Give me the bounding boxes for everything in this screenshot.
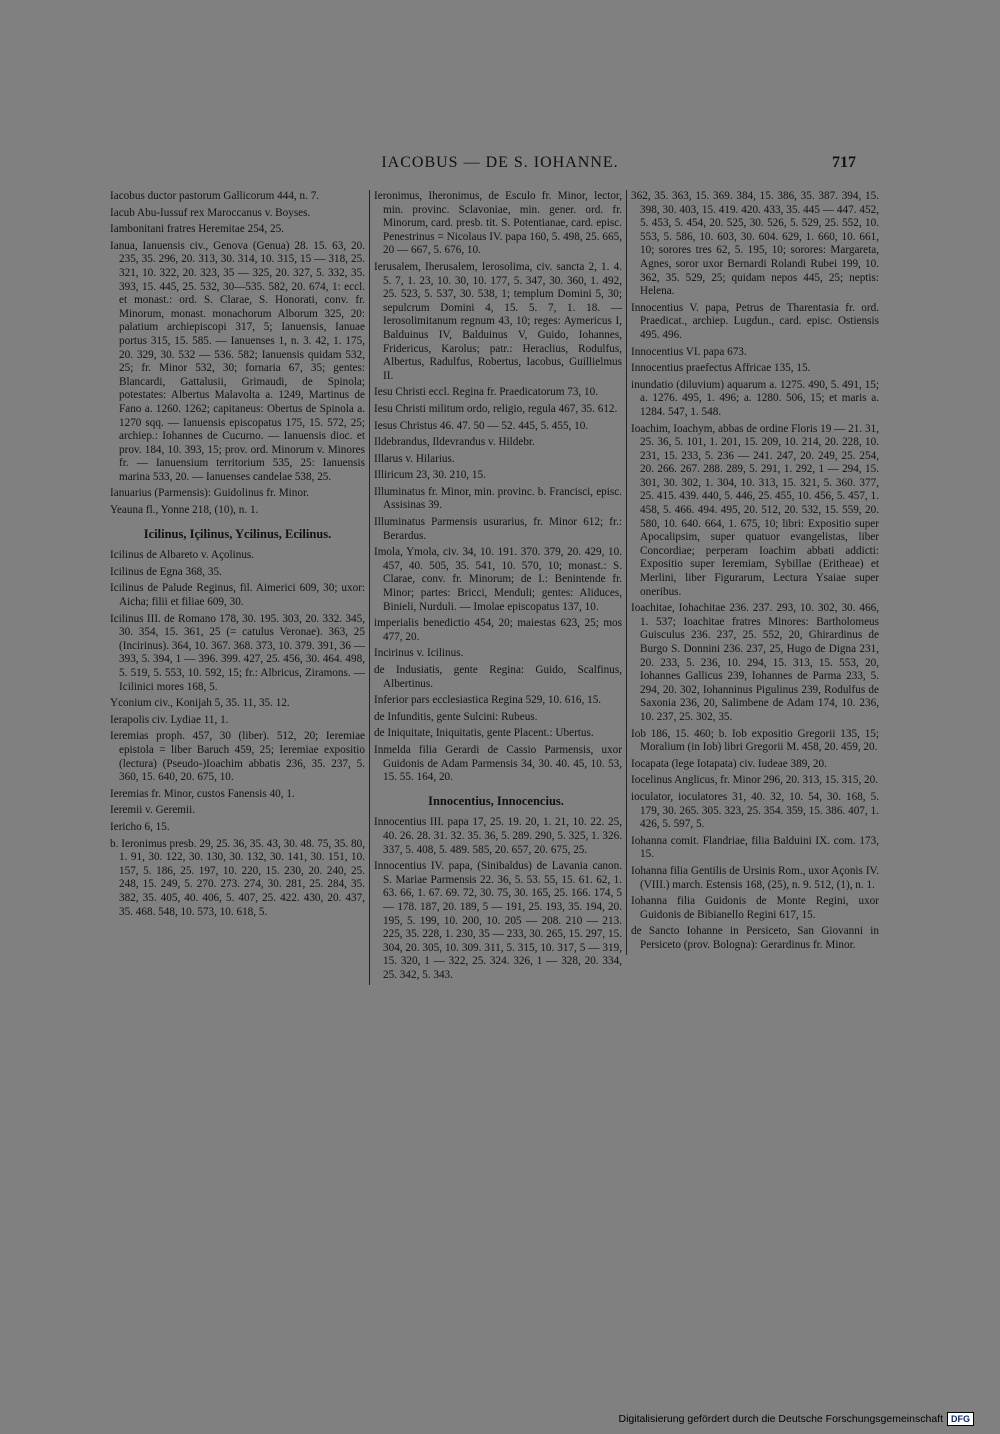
- index-entry: Ierapolis civ. Lydiae 11, 1.: [110, 713, 229, 726]
- index-entry: imperialis benedictio 454, 20; maiestas 623, 25; mos 477, 20.: [374, 617, 622, 643]
- index-entry: Innocentius VI. papa 673.: [631, 345, 747, 358]
- column-right: [626, 190, 879, 955]
- index-entry: Innocentius praefectus Affricae 135, 15.: [631, 362, 811, 375]
- index-entry: de Indusiatis, gente Regina: Guido, Scalfinus, Albertinus.: [374, 664, 622, 690]
- index-entry: Iacub Abu-Iussuf rex Maroccanus v. Boyses.: [110, 206, 311, 219]
- index-entry: Iesus Christus 46. 47. 50 — 52. 445, 5. 455, 10.: [374, 419, 589, 432]
- index-entry: Ieremii v. Geremii.: [110, 804, 196, 817]
- index-entry: Yconium civ., Konijah 5, 35. 11, 35. 12.: [110, 697, 290, 710]
- index-entry: Innocentius III. papa 17, 25. 19. 20, 1. 21, 10. 22. 25, 40. 26. 28. 31. 32. 35. 36, 5. 289. 290, 5. 325, 1. 326. 337, 5. 408, 5. 489. 585, 20. 657, 20. 675, 25.: [374, 816, 622, 856]
- section-heading-icilinus: Icilinus, Içilinus, Ycilinus, Ecilinus.: [143, 526, 332, 541]
- index-entry: Inmelda filia Gerardi de Cassio Parmensis, uxor Guidonis de Adam Parmensis 34, 30. 40. 45, 10. 53, 15. 55. 164, 20.: [374, 743, 622, 784]
- footer: [618, 1412, 974, 1426]
- index-entry: Icilinus de Palude Reginus, fil. Aimerici 609, 30; uxor: Aicha; filii et filiae 609, 30.: [110, 582, 365, 609]
- index-entry: Illuminatus fr. Minor, min. provinc. b. Francisci, episc. Assisinas 39.: [374, 485, 622, 512]
- index-entry: Innocentius IV. papa, (Sinibaldus) de Lavania canon. S. Mariae Parmensis 22. 36, 5. 53. 55, 15. 61. 62, 1. 63. 66, 1. 67. 69. 72, 30. 75, 30. 165, 25. 166. 174, 5 — 178. 187, 20. 189, 5 — 191, 25. 193, 35. 194, 20. 195, 5. 199, 10. 200, 10. 205 — 208. 210 — 213. 225, 35. 228, 1. 230, 35 — 233, 30. 265, 15. 297, 15. 304, 20. 305, 10. 309. 311, 5. 315, 10. 317, 5 — 319, 15. 320, 1 — 322, 25. 324. 326, 1 — 328, 20. 334, 25. 342, 5. 343.: [374, 860, 622, 981]
- index-entry: Illiricum 23, 30. 210, 15.: [374, 469, 486, 482]
- index-entry: Iob 186, 15. 460; b. Iob expositio Gregorii 135, 15; Moralium (in Iob) libri Gregorii M. 458, 20. 459, 20.: [631, 727, 879, 754]
- index-entry: Innocentius V. papa, Petrus de Tharentasia fr. ord. Praedicat., archiep. Lugdun., card. episc. Ostiensis 495. 496.: [631, 301, 879, 341]
- index-entry: Iacobus ductor pastorum Gallicorum 444, n. 7.: [110, 190, 320, 202]
- index-entry: Icilinus de Egna 368, 35.: [110, 565, 222, 578]
- index-entry: Ierusalem, Iherusalem, Ierosolima, civ. sancta 2, 1. 4. 5. 7, 1. 23, 10. 30, 10. 177, 5. 347, 30. 360, 1. 492, 25. 523, 5. 537, 30. 538, 1; templum Domini 5, 30; sepulcrum Domini 4, 15. 5. 7, 1. 18. — Ierosolimitanum regnum 43, 10; reges: Aymericus I, Balduinus IV, Balduinus V, Guido, Iohannes, Fridericus, Karolus; patr.: Heraclius, Rodulfus, Albertus, Radulfus, Robertus, Iacobus, Guillielmus II.: [374, 260, 622, 382]
- index-entry: Ildebrandus, Ildevrandus v. Hildebr.: [374, 436, 535, 449]
- footer-credit: Digitalisierung gefördert durch die Deutsche Forschungsgemeinschaft: [618, 1413, 943, 1425]
- index-entry: 362, 35. 363, 15. 369. 384, 15. 386, 35. 387. 394, 15. 398, 30. 403, 15. 419. 420. 433, 35. 445 — 447. 452, 5. 453, 5. 454, 20. 525, 30. 526, 5. 529, 25. 552, 10. 553, 5. 586, 10. 603, 30. 604. 629, 1. 660, 10. 661, 10; sorores tres 62, 5. 195, 10; sorores: Margareta, Agnes, soror uxor Bernardi Rolandi Rubei 199, 10. 362, 35. 529, 25; quidam nepos 445, 25; neptis: Helena.: [631, 190, 879, 298]
- index-entry: Iesu Christi eccl. Regina fr. Praedicatorum 73, 10.: [374, 386, 599, 399]
- index-entry: Ieronimus, Iheronimus, de Esculo fr. Minor, lector, min. provinc. Sclavoniae, min. gener. ord. fr. Minorum, card. presb. tit. S. Potentianae, card. episc. Penestrinus = Nicolaus IV. papa 160, 5. 498, 25. 665, 20 — 667, 5. 676, 10.: [374, 190, 622, 257]
- page-number: 717: [832, 154, 856, 171]
- index-entry: Ianua, Ianuensis civ., Genova (Genua) 28. 15. 63, 20. 235, 35. 296, 20. 313, 30. 314, 10. 315, 15 — 318, 25. 321, 10. 322, 20. 323, 35 — 325, 20. 327, 5. 332, 35. 393, 15. 445, 25. 532, 30—535. 582, 20. 674, 1: eccl. et monast.: ord. S. Clarae, S. Honorati, conv. fr. Minorum, monast. monachorum Alborum 325, 20: palatium archiepiscopi 317, 5; Ianuensis, Ianuae portus 315, 15. 585. — Ianuenses 1, n. 3. 42, 1. 175, 20. 329, 30. 532 — 536. 582; Ianuensis quidam 532, 25; fr. Minor 532, 30; fornaria 67, 35; gentes: Blancardi, Gattalusii, Grimaudi, de Spinola; potestates: Albertus Malavolta a. 1249, Martinus de Fano a. 1260. 1262; capitaneus: Obertus de Spinola a. 1270 sqq. — Ianuensis episcopatus 175, 15. 572, 25; archiep.: Iohannes de Cucurno. — Ianuensis dioc. et prov. 184, 10. 393, 15; prov. ord. Minorum v. Minores fr. — Ianuensium territorium 535, 25: Ianuensis marina 533, 20. — Ianuenses candelae 538, 25.: [110, 239, 365, 483]
- index-entry: Illarus v. Hilarius.: [374, 452, 455, 465]
- index-entry: ioculator, ioculatores 31, 40. 32, 10. 54, 30. 168, 5. 179, 30. 265. 305. 323, 25. 354. 359, 15. 386. 407, 1. 426, 5. 597, 5.: [631, 790, 879, 831]
- index-entry: Iohanna filia Guidonis de Monte Regini, uxor Guidonis de Bibianello Regini 617, 15.: [631, 895, 879, 921]
- index-entry: Icilinus de Albareto v. Açolinus.: [110, 549, 255, 562]
- index-entry: Ioachim, Ioachym, abbas de ordine Floris 19 — 21. 31, 25. 36, 5. 101, 1. 201, 15. 209, 10. 214, 20. 228, 10. 231, 15. 233, 5. 236 — 241. 247, 20. 249, 25. 254, 20. 266. 267. 288. 289, 5. 291, 1. 292, 1 — 294, 15. 301, 30. 302, 1. 304, 10. 313, 15. 321, 5. 360. 377, 25. 415. 439. 440, 5. 446, 25. 455, 10. 456, 5. 457, 1. 458, 5. 466. 494. 495, 20. 512, 20. 532, 15. 559, 20. 580, 10. 640. 664, 1. 675, 10; libri: Expositio super Apocalipsim, super quatuor evangelistas, liber Concordiae; perperam Ioachim abbati addicti: Expositio super Ieremiam, Sybillae (Eritheae) et Merlini, liber Figurarum, Lectura Ysaiae super oneribus.: [631, 422, 879, 598]
- index-entry: Ianuarius (Parmensis): Guidolinus fr. Minor.: [110, 487, 309, 500]
- index-entry: de Infunditis, gente Sulcini: Rubeus.: [374, 710, 538, 723]
- index-entry: Ioachitae, Iohachitae 236. 237. 293, 10. 302, 30. 466, 1. 537; Ioachitae fratres Minores: Bartholomeus Guisculus 236. 237, 25. 552, 20, Ghirardinus de Burgo S. Donnini 236. 237, 25, Hugo de Digna 231, 20. 233, 5. 236, 10. 294, 15. 313, 15. 553, 20, Iohannes Gallicus 239, Iohannes de Parma 233, 5. 294, 20. 302, Iohanninus Pigulinus 239, Rodulfus de Saxonia 236, 20, Salimbene de Adam 174, 10. 236, 10. 237, 25. 302, 35.: [631, 602, 879, 723]
- index-entry: Ieremias fr. Minor, custos Fanensis 40, 1.: [110, 787, 295, 800]
- index-entry: Icilinus III. de Romano 178, 30. 195. 303, 20. 332. 345, 30. 354, 15. 361, 25 (= catulus Veronae). 363, 25 (Incirinus). 364, 10. 367. 368. 373, 10. 379. 391, 36 — 393, 5. 394, 1 — 396. 399. 427, 25. 456, 30. 464. 498, 5. 519, 5. 553, 10. 592, 15; fr.: Albricus, Ziramons. — Icilinici mores 168, 5.: [110, 612, 365, 693]
- index-entry: Iohanna filia Gentilis de Ursinis Rom., uxor Açonis IV. (VIII.) march. Estensis 168, (25), n. 9. 512, (1), n. 1.: [631, 864, 879, 891]
- index-entry: b. Ieronimus presb. 29, 25. 36, 35. 43, 30. 48. 75, 35. 80, 1. 91, 30. 122, 30. 130, 30. 132, 30. 141, 30. 151, 10. 157, 5. 186, 25. 197, 10. 220, 15. 230, 20. 240, 25. 248, 15. 249, 5. 270. 273. 274, 30. 281, 25. 284, 35. 382, 35. 405, 40. 406, 5. 407, 25. 422. 430, 20. 437, 35. 468. 548, 10. 573, 10. 618, 5.: [110, 837, 365, 918]
- index-entry: de Sancto Iohanne in Persiceto, San Giovanni in Persiceto (prov. Bologna): Gerardinus fr. Minor.: [631, 925, 879, 951]
- index-entry: Illuminatus Parmensis usurarius, fr. Minor 612; fr.: Berardus.: [374, 516, 622, 542]
- dfg-logo: DFG: [947, 1412, 974, 1426]
- column-middle: [369, 190, 622, 985]
- index-entry: Inferior pars ecclesiastica Regina 529, 10. 616, 15.: [374, 694, 602, 707]
- index-entry: Ieremias proph. 457, 30 (liber). 512, 20; Ieremiae epistola = liber Baruch 459, 25; Ieremiae expositio (lectura) (Pseudo-)Ioachim abbatis 236, 35. 237, 5. 360, 15. 640, 20. 675, 10.: [110, 730, 365, 784]
- index-entry: de Iniquitate, Iniquitatis, gente Placent.: Ubertus.: [374, 727, 594, 740]
- index-entry: inundatio (diluvium) aquarum a. 1275. 490, 5. 491, 15; a. 1276. 495, 1. 496; a. 1280. 506, 15; et maris a. 1284. 547, 1. 548.: [631, 378, 879, 418]
- column-left: [110, 190, 365, 922]
- index-entry: Imola, Ymola, civ. 34, 10. 191. 370. 379, 20. 429, 10. 457, 40. 505, 35. 541, 10. 570, 10; monast.: S. Clarae, conv. fr. Minorum; de I.: Benintende fr. Minor; partes: Bricci, Menduli; gentes: Aliduces, Binieli, Nurduli. — Imolae episcopatus 137, 10.: [374, 546, 622, 613]
- index-entry: Iambonitani fratres Heremitae 254, 25.: [110, 223, 284, 236]
- index-entry: Iocapata (lege Iotapata) civ. Iudeae 389, 20.: [631, 757, 827, 770]
- index-entry: Iocelinus Anglicus, fr. Minor 296, 20. 313, 15. 315, 20.: [631, 774, 879, 787]
- index-entry: Iericho 6, 15.: [110, 820, 170, 833]
- section-heading-innocentius: Innocentius, Innocencius.: [428, 793, 564, 808]
- index-entry: Incirinus v. Icilinus.: [374, 647, 464, 660]
- index-entry: Iesu Christi militum ordo, religio, regula 467, 35. 612.: [374, 402, 618, 415]
- index-entry: Iohanna comit. Flandriae, filia Balduini IX. com. 173, 15.: [631, 834, 879, 861]
- running-header: IACOBUS — DE S. IOHANNE.: [381, 154, 619, 171]
- index-entry: Yeauna fl., Yonne 218, (10), n. 1.: [110, 504, 259, 517]
